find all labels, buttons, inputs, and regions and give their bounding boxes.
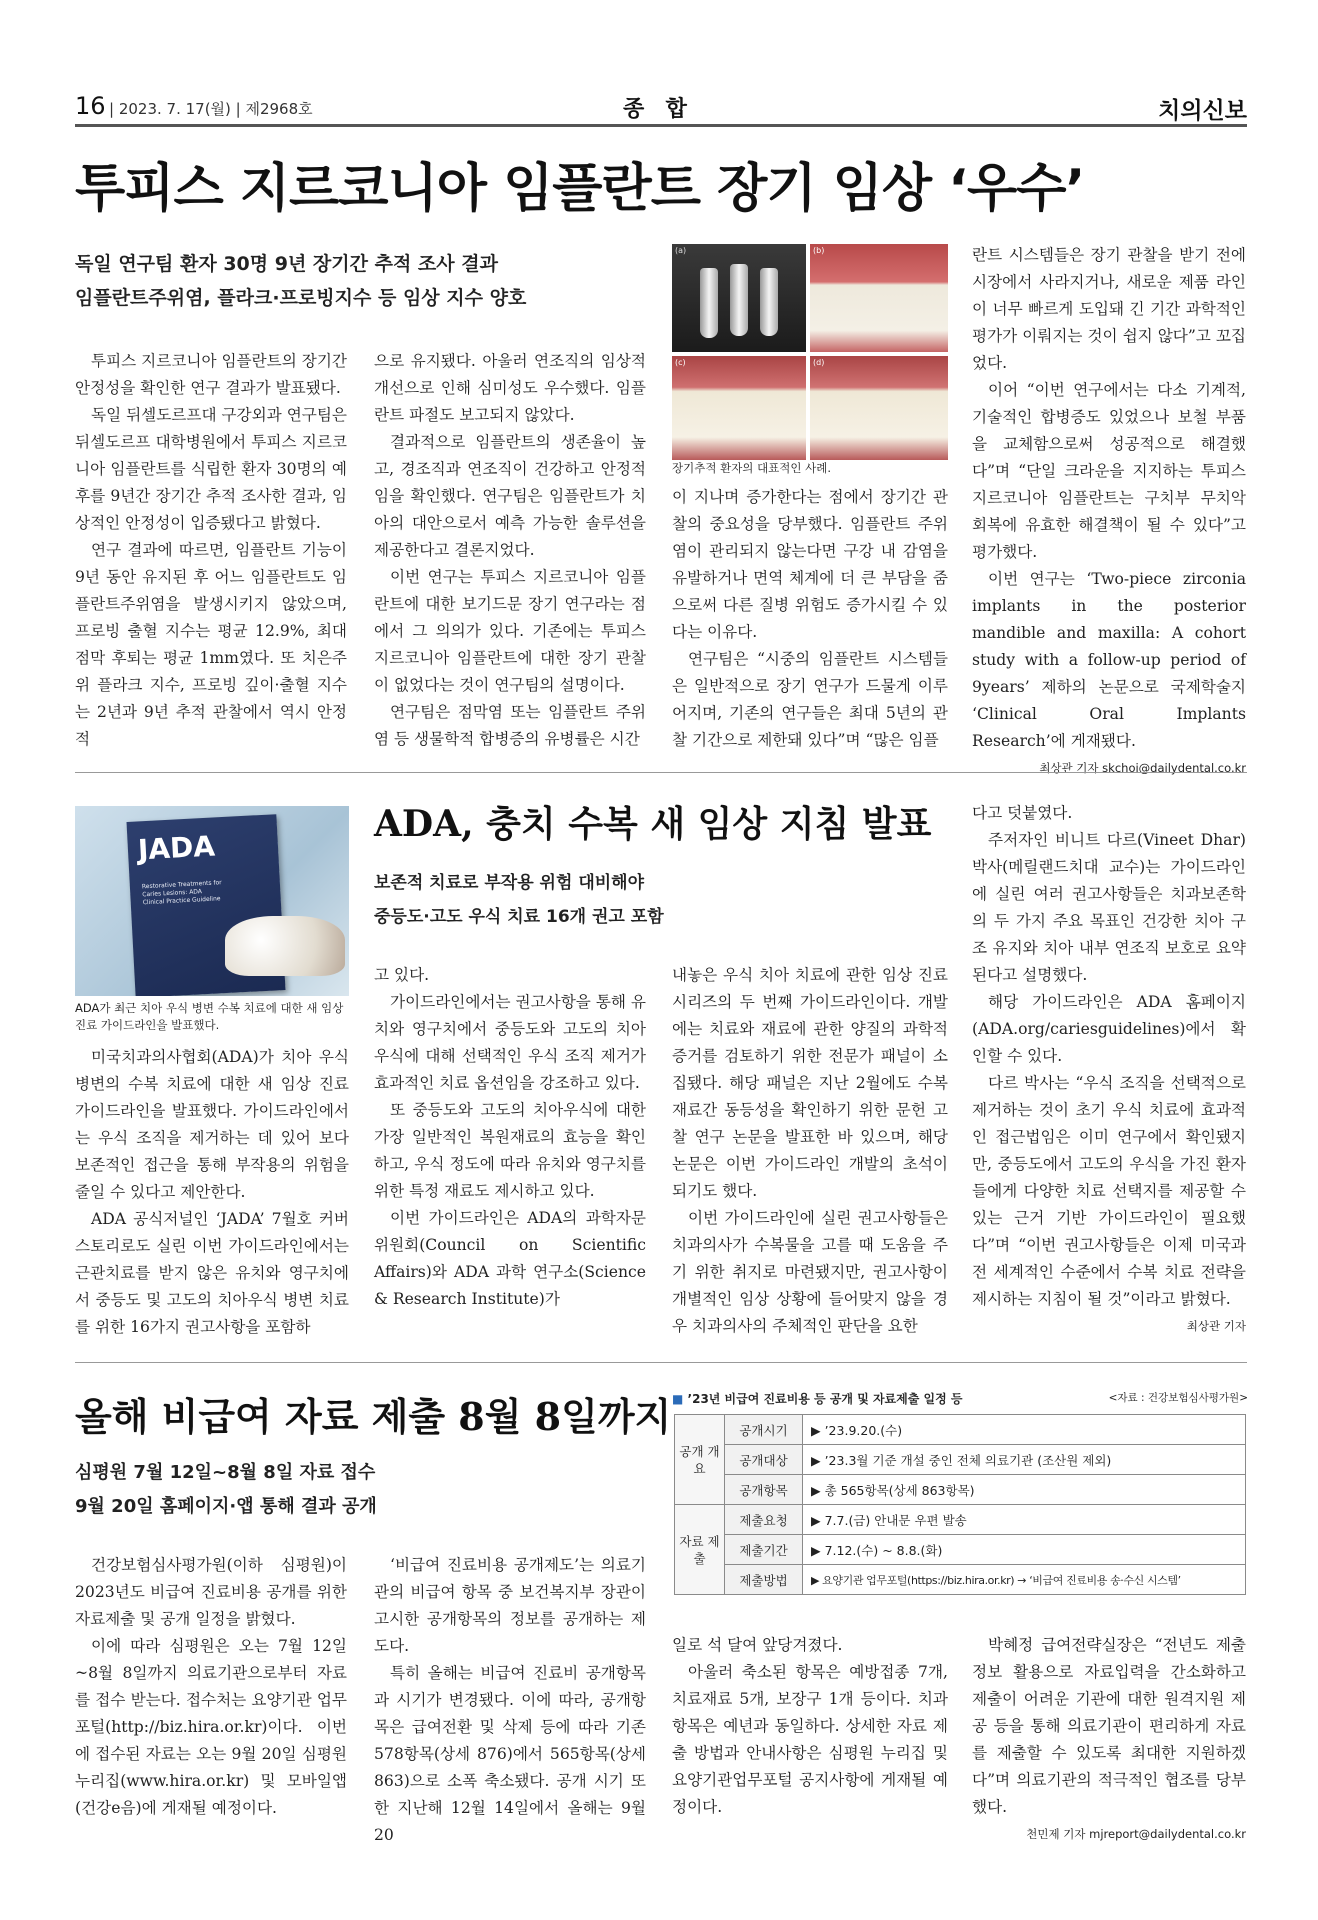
table-key: 제출기간 xyxy=(725,1535,803,1565)
paragraph: 이번 가이드라인에 실린 권고사항들은 치과의사가 수복물을 고를 때 도움을 주기 위한 취지로 마련됐지만, 권고사항이 개별적인 임상 상황에 들어맞지 않을 경우 치과의사의 주체적인 판단을 요한 xyxy=(672,1209,948,1335)
article1-subhead-2: 임플란트주위염, 플라크·프로빙지수 등 임상 지수 양호 xyxy=(75,287,527,309)
xray-panel xyxy=(672,244,806,352)
paragraph: 란트 시스템들은 장기 관찰을 받기 전에 시장에서 사라지거나, 새로운 제품 라인이 너무 빠르게 도입돼 긴 기간 과학적인 평가가 이뤄지는 것이 쉽지 않다”고 꼬집었다. xyxy=(972,246,1246,372)
panel-label-d: (d) xyxy=(813,358,825,367)
jada-cover-photo xyxy=(75,806,349,996)
article-divider-2 xyxy=(75,1362,1247,1363)
paragraph: 아울러 축소된 항목은 예방접종 7개, 치료재료 5개, 보장구 1개 등이다. 치과 항목은 예년과 동일하다. 상세한 자료 제출 방법과 안내사항은 심평원 누리집 및 요양기관업무포털 공지사항에 게재될 예정이다. xyxy=(672,1663,948,1816)
paragraph: 이번 연구는 투피스 지르코니아 임플란트에 대한 보기드문 장기 연구라는 점에서 그 의의가 있다. 기존에는 투피스 지르코니아 임플란트에 대한 장기 관찰이 없었다는 것이 연구팀의 설명이다. xyxy=(374,568,646,694)
table-row xyxy=(675,1565,1246,1595)
paper-name: 치의신보 xyxy=(1158,98,1247,124)
clinical-panel-d xyxy=(810,356,948,460)
article2-subhead-1: 보존적 치료로 부작용 위험 대비해야 xyxy=(374,873,645,893)
article1-col4 xyxy=(972,242,1246,782)
article2-col4 xyxy=(972,800,1246,1340)
clinical-panel-c xyxy=(672,356,806,460)
table-value: ▶ 7.7.(금) 안내문 우편 발송 xyxy=(803,1505,1246,1535)
schedule-table xyxy=(674,1414,1246,1595)
article1-headline: 투피스 지르코니아 임플란트 장기 임상 ‘우수’ xyxy=(75,159,1085,219)
journal-cover-text: Restorative Treatments for Caries Lesions: ADA Clinical Practice Guideline xyxy=(141,879,222,907)
article1-photo xyxy=(672,244,948,472)
masthead-rule xyxy=(75,124,1247,127)
table-key: 공개시기 xyxy=(725,1415,803,1445)
table-key: 제출요청 xyxy=(725,1505,803,1535)
implant-1 xyxy=(700,268,718,338)
article3-col1 xyxy=(75,1552,347,1822)
article2-photo-caption: ADA가 최근 치아 우식 병변 수복 치료에 대한 새 임상 진료 가이드라인을 발표했다. xyxy=(75,1001,344,1032)
paragraph: 또 중등도와 고도의 치아우식에 대한 가장 일반적인 복원재료의 효능을 확인하고, 우식 정도에 따라 유치와 영구치를 위한 특정 재료도 제시하고 있다. xyxy=(374,1101,646,1200)
article3-subhead-1: 심평원 7월 12일~8월 8일 자료 접수 xyxy=(75,1462,376,1483)
table-value: ▶ 총 565항목(상세 863항목) xyxy=(803,1475,1246,1505)
clinical-panel-b xyxy=(810,244,948,352)
article1-subhead-1: 독일 연구팀 환자 30명 9년 장기간 추적 조사 결과 xyxy=(75,253,498,275)
paragraph: 가이드라인에서는 권고사항을 통해 유치와 영구치에서 중등도와 고도의 치아우식에 대해 선택적인 우식 조직 제거가 효과적인 치료 옵션임을 강조하고 있다. xyxy=(374,993,646,1092)
paragraph: 미국치과의사협회(ADA)가 치아 우식 병변의 수복 치료에 대한 새 임상 진료 가이드라인을 발표했다. 가이드라인에서는 우식 조직을 제거하는 데 있어 보다 보존적인 접근을 통해 부작용의 위험을 줄일 수 있다고 제안한다. xyxy=(75,1048,349,1201)
article2-col3 xyxy=(672,962,948,1340)
byline: 최상관 기자 xyxy=(1186,1319,1246,1333)
table-key: 제출방법 xyxy=(725,1565,803,1595)
paragraph: 해당 가이드라인은 ADA 홈페이지(ADA.org/cariesguidelines)에서 확인할 수 있다. xyxy=(972,993,1246,1065)
paragraph: 고 있다. xyxy=(374,966,430,984)
paragraph: 박혜정 급여전략실장은 “전년도 제출 정보 활용으로 자료입력을 간소화하고 제출이 어려운 기관에 대한 원격지원 제공 등을 통해 의료기관이 편리하게 자료를 제출할 수 있도록 최대한 지원하겠다”며 의료기관의 적극적인 협조를 당부했다. xyxy=(972,1636,1246,1816)
table-value: ▶ ’23.3월 기준 개설 중인 전체 의료기관 (조산원 제외) xyxy=(803,1445,1246,1475)
table-row xyxy=(675,1445,1246,1475)
article3-col4 xyxy=(972,1632,1246,1848)
journal-cover-title: JADA xyxy=(137,829,216,867)
article2-subhead-2: 중등도·고도 우식 치료 16개 권고 포함 xyxy=(374,907,664,927)
paragraph: 이에 따라 심평원은 오는 7월 12일~8월 8일까지 의료기관으로부터 자료를 접수 받는다. 접수처는 요양기관 업무포털(http://biz.hira.or.kr)이다. 이번에 접수된 자료는 오는 9월 20일 심평원 누리집(www.hira.or.kr) 및 모바일앱(건강e음)에 게재될 예정이다. xyxy=(75,1637,347,1817)
article3-headline: 올해 비급여 자료 제출 8월 8일까지 xyxy=(75,1394,672,1439)
article2-headline: ADA, 충치 수복 새 임상 지침 발표 xyxy=(374,803,932,845)
paragraph: 일로 석 달여 앞당겨졌다. xyxy=(672,1636,843,1654)
paragraph: 이 지나며 증가한다는 점에서 장기간 관찰의 중요성을 당부했다. 임플란트 주위염이 관리되지 않는다면 구강 내 감염을 유발하거나 면역 체계에 더 큰 부담을 줌으로써 다른 질병 위험도 증가시킬 수 있다는 이유다. xyxy=(672,488,948,641)
issue-date: | 2023. 7. 17(월) | 제2968호 xyxy=(109,100,313,118)
group-cell-submission: 자료 제출 xyxy=(675,1505,725,1595)
table-row xyxy=(675,1505,1246,1535)
panel-label-a: (a) xyxy=(675,246,687,255)
paragraph: 독일 뒤셀도르프대 구강외과 연구팀은 뒤셀도르프 대학병원에서 투피스 지르코니아 임플란트를 식립한 환자 30명의 예후를 9년간 장기간 추적 조사한 결과, 임상적인 안정성이 입증됐다고 밝혔다. xyxy=(75,406,347,532)
schedule-table-title xyxy=(672,1390,1248,1407)
group-cell-disclosure: 공개 개요 xyxy=(675,1415,725,1505)
paragraph: 이어 “이번 연구에서는 다소 기계적, 기술적인 합병증도 있었으나 보철 부품을 교체함으로써 성공적으로 해결했다”며 “단일 크라운을 지지하는 투피스 지르코니아 임플란트는 구치부 무치악 회복에 유효한 해결책이 될 수 있다”고 평가했다. xyxy=(972,381,1246,561)
paragraph: 연구팀은 “시중의 임플란트 시스템들은 일반적으로 장기 연구가 드물게 이루어지며, 기존의 연구들은 최대 5년의 관찰 기간으로 제한돼 있다”며 “많은 임플 xyxy=(672,650,948,749)
table-row xyxy=(675,1535,1246,1565)
paragraph: 연구팀은 점막염 또는 임플란트 주위염 등 생물학적 합병증의 유병률은 시간 xyxy=(374,703,646,748)
table-title-marker: ■ xyxy=(672,1392,684,1406)
schedule-table-source: <자료 : 건강보험심사평가원> xyxy=(1108,1392,1248,1404)
byline: 천민제 기자 mjreport@dailydental.co.kr xyxy=(1026,1827,1246,1841)
paragraph: 투피스 지르코니아 임플란트의 장기간 안정성을 확인한 연구 결과가 발표됐다. xyxy=(75,352,347,397)
table-value: ▶ 요양기관 업무포털(https://biz.hira.or.kr) → ‘비급여 진료비용 송·수신 시스템’ xyxy=(803,1565,1246,1595)
panel-label-b: (b) xyxy=(813,246,825,255)
paragraph: 결과적으로 임플란트의 생존율이 높고, 경조직과 연조직이 건강하고 안정적임을 확인했다. 연구팀은 임플란트가 치아의 대안으로서 예측 가능한 솔루션을 제공한다고 결론지었다. xyxy=(374,433,646,559)
paragraph: 다르 박사는 “우식 조직을 선택적으로 제거하는 것이 초기 우식 치료에 효과적인 접근법임은 이미 연구에서 확인됐지만, 중등도에서 고도의 우식을 가진 환자들에게 다양한 치료 선택지를 제공할 수 있는 근거 기반 가이드라인이 필요했다”며 “이번 권고사항들은 이제 미국과 전 세계적인 수준에서 수복 치료 전략을 제시하는 지침이 될 것”이라고 밝혔다. xyxy=(972,1074,1246,1308)
article1-col1 xyxy=(75,348,347,753)
paragraph: 연구 결과에 따르면, 임플란트 기능이 9년 동안 유지된 후 어느 임플란트도 임플란트주위염을 발생시키지 않았으며, 프로빙 출혈 지수는 평균 12.9%, 최대 점막 후퇴는 평균 1mm였다. 또 치은주위 플라크 지수, 프로빙 깊이·출혈 지수는 2년과 9년 추적 관찰에서 역시 안정적 xyxy=(75,541,347,748)
article1-col2 xyxy=(374,348,646,753)
page-number: 16 xyxy=(75,92,106,120)
table-key: 공개대상 xyxy=(725,1445,803,1475)
paragraph: 이번 가이드라인은 ADA의 과학자문위원회(Council on Scientific Affairs)와 ADA 과학 연구소(Science & Research Institute)가 xyxy=(374,1209,646,1308)
tooth-model xyxy=(225,916,345,976)
panel-label-c: (c) xyxy=(675,358,686,367)
implant-2 xyxy=(730,264,748,336)
article1-col3 xyxy=(672,484,948,754)
table-row xyxy=(675,1415,1246,1445)
implant-3 xyxy=(760,268,778,336)
section-title: 종 합 xyxy=(623,97,689,122)
table-value: ▶ 7.12.(수) ~ 8.8.(화) xyxy=(803,1535,1246,1565)
byline: 최상관 기자 skchoi@dailydental.co.kr xyxy=(1039,761,1246,775)
table-value: ▶ ’23.9.20.(수) xyxy=(803,1415,1246,1445)
table-key: 공개항목 xyxy=(725,1475,803,1505)
article-divider-1 xyxy=(75,772,1247,773)
paragraph: 특히 올해는 비급여 진료비 공개항목과 시기가 변경됐다. 이에 따라, 공개항목은 급여전환 및 삭제 등에 따라 기존 578항목(상세 876)에서 565항목(상세 863)으로 소폭 축소됐다. 공개 시기 또한 지난해 12월 14일에서 올해는 9월 20 xyxy=(374,1664,646,1844)
article1-photo-caption: 장기추적 환자의 대표적인 사례. xyxy=(672,461,832,475)
paragraph: 건강보험심사평가원(이하 심평원)이 2023년도 비급여 진료비용 공개를 위한 자료제출 및 공개 일정을 밝혔다. xyxy=(75,1556,347,1628)
paragraph: ‘비급여 진료비용 공개제도’는 의료기관의 비급여 항목 중 보건복지부 장관이 고시한 공개항목의 정보를 공개하는 제도다. xyxy=(374,1556,646,1655)
article2-col1 xyxy=(75,1044,349,1341)
schedule-table-wrap xyxy=(674,1414,1246,1595)
article2-col2 xyxy=(374,962,646,1313)
paragraph: 이번 연구는 ‘Two-piece zirconia implants in the posterior mandible and maxilla: A cohort study with a follow-up period of 9years’ 제하의 논문으로 국제학술지 ‘Clinical Oral Implants Research’에 게재됐다. xyxy=(972,570,1246,750)
schedule-table-heading: ’23년 비급여 진료비용 등 공개 및 자료제출 일정 등 xyxy=(687,1392,963,1406)
article3-col3 xyxy=(672,1632,948,1821)
paragraph: ADA 공식저널인 ‘JADA’ 7월호 커버스토리로도 실린 이번 가이드라인에서는 근관치료를 받지 않은 유치와 영구치에서 중등도 및 고도의 치아우식 병변 치료를 위한 16가지 권고사항을 포함하 xyxy=(75,1210,349,1336)
paragraph: 다고 덧붙였다. xyxy=(972,804,1073,822)
article3-subhead-2: 9월 20일 홈페이지·앱 통해 결과 공개 xyxy=(75,1496,377,1517)
paragraph: 내놓은 우식 치아 치료에 관한 임상 진료 시리즈의 두 번째 가이드라인이다. 개발에는 치료와 재료에 관한 양질의 과학적 증거를 검토하기 위한 전문가 패널이 소집됐다. 해당 패널은 지난 2월에도 수복 재료간 동등성을 확인하기 위한 문헌 고찰 연구 논문을 발표한 바 있으며, 해당 논문은 이번 가이드라인 개발의 초석이 되기도 했다. xyxy=(672,966,948,1200)
table-row xyxy=(675,1475,1246,1505)
masthead xyxy=(75,92,1247,124)
paragraph: 으로 유지됐다. 아울러 연조직의 임상적 개선으로 인해 심미성도 우수했다. 임플란트 파절도 보고되지 않았다. xyxy=(374,352,646,424)
paragraph: 주저자인 비니트 다르(Vineet Dhar) 박사(메릴랜드치대 교수)는 가이드라인에 실린 여러 권고사항들은 치과보존학의 두 가지 주요 목표인 건강한 치아 구조 유지와 치아 내부 연조직 보호로 요약된다고 설명했다. xyxy=(972,831,1246,984)
article3-col2 xyxy=(374,1552,646,1849)
